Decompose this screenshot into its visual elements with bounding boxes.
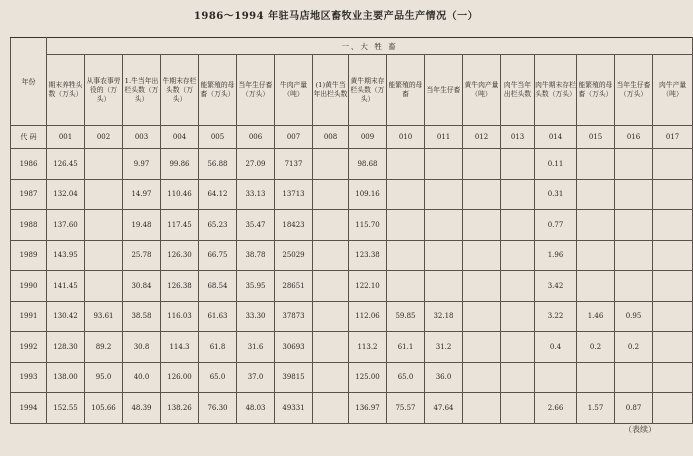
value-cell <box>463 210 501 241</box>
value-cell <box>615 271 653 302</box>
value-cell: 9.97 <box>123 149 161 180</box>
value-cell: 18423 <box>275 210 313 241</box>
value-cell <box>463 393 501 424</box>
col-header-11: 当年生仔畜 <box>425 55 463 126</box>
value-cell: 13713 <box>275 179 313 210</box>
value-cell: 65.23 <box>199 210 237 241</box>
code-cell: 011 <box>425 126 463 149</box>
value-cell <box>653 149 693 180</box>
value-cell: 7137 <box>275 149 313 180</box>
table-row <box>11 271 693 302</box>
col-header-13: 肉牛当年出栏头数 <box>501 55 535 126</box>
value-cell <box>501 179 535 210</box>
value-cell: 98.68 <box>349 149 387 180</box>
value-cell: 128.30 <box>47 332 85 363</box>
value-cell: 75.57 <box>387 393 425 424</box>
col-header-15: 能繁殖的母畜（万头） <box>577 55 615 126</box>
value-cell <box>463 240 501 271</box>
table-row <box>11 240 693 271</box>
code-cell: 006 <box>237 126 275 149</box>
value-cell: 141.45 <box>47 271 85 302</box>
value-cell <box>577 240 615 271</box>
section-header: 一、大 牲 畜 <box>47 38 693 55</box>
value-cell <box>501 393 535 424</box>
value-cell <box>313 393 349 424</box>
col-header-10: 能繁殖的母畜 <box>387 55 425 126</box>
value-cell: 31.6 <box>237 332 275 363</box>
value-cell <box>85 149 123 180</box>
value-cell <box>653 362 693 393</box>
col-header-5: 能繁殖的母畜（万头） <box>199 55 237 126</box>
year-cell: 1989 <box>11 240 47 271</box>
value-cell <box>425 240 463 271</box>
value-cell: 112.06 <box>349 301 387 332</box>
value-cell: 2.66 <box>535 393 577 424</box>
value-cell: 25.78 <box>123 240 161 271</box>
value-cell: 32.18 <box>425 301 463 332</box>
value-cell: 61.63 <box>199 301 237 332</box>
value-cell <box>501 362 535 393</box>
col-header-2: 从事农事劳役的（万头） <box>85 55 123 126</box>
value-cell: 3.22 <box>535 301 577 332</box>
value-cell: 48.39 <box>123 393 161 424</box>
value-cell: 138.00 <box>47 362 85 393</box>
col-header-7: 牛肉产量（吨） <box>275 55 313 126</box>
table-row <box>11 393 693 424</box>
year-cell: 1986 <box>11 149 47 180</box>
col-header-1: 期末养牲头数（万头） <box>47 55 85 126</box>
value-cell: 114.3 <box>161 332 199 363</box>
value-cell: 0.77 <box>535 210 577 241</box>
value-cell: 138.26 <box>161 393 199 424</box>
code-cell: 009 <box>349 126 387 149</box>
value-cell <box>463 362 501 393</box>
value-cell: 126.45 <box>47 149 85 180</box>
value-cell <box>501 210 535 241</box>
code-cell: 007 <box>275 126 313 149</box>
value-cell: 31.2 <box>425 332 463 363</box>
value-cell <box>577 179 615 210</box>
code-label: 代 码 <box>11 126 47 149</box>
value-cell <box>313 210 349 241</box>
value-cell <box>615 149 653 180</box>
value-cell <box>463 149 501 180</box>
value-cell: 132.04 <box>47 179 85 210</box>
value-cell: 38.78 <box>237 240 275 271</box>
code-cell: 008 <box>313 126 349 149</box>
year-cell: 1990 <box>11 271 47 302</box>
value-cell: 152.55 <box>47 393 85 424</box>
value-cell: 113.2 <box>349 332 387 363</box>
value-cell <box>387 149 425 180</box>
value-cell <box>653 179 693 210</box>
value-cell: 130.42 <box>47 301 85 332</box>
value-cell <box>425 210 463 241</box>
value-cell <box>653 240 693 271</box>
value-cell: 39815 <box>275 362 313 393</box>
col-header-4: 牛期末存栏头数（万头） <box>161 55 199 126</box>
value-cell <box>85 240 123 271</box>
col-header-3: 1.牛当年出栏头数（万头） <box>123 55 161 126</box>
value-cell: 30.84 <box>123 271 161 302</box>
value-cell <box>313 240 349 271</box>
value-cell: 25029 <box>275 240 313 271</box>
value-cell <box>501 332 535 363</box>
value-cell: 0.4 <box>535 332 577 363</box>
page-title: 1986～1994 年驻马店地区畜牧业主要产品生产情况（一） <box>193 11 479 22</box>
col-header-12: 黄牛肉产量（吨） <box>463 55 501 126</box>
value-cell <box>653 210 693 241</box>
value-cell: 125.00 <box>349 362 387 393</box>
value-cell: 61.1 <box>387 332 425 363</box>
value-cell: 136.97 <box>349 393 387 424</box>
value-cell: 89.2 <box>85 332 123 363</box>
col-header-6: 当年生仔畜（万头） <box>237 55 275 126</box>
code-cell: 005 <box>199 126 237 149</box>
code-cell: 010 <box>387 126 425 149</box>
value-cell: 110.46 <box>161 179 199 210</box>
code-cell: 004 <box>161 126 199 149</box>
code-row <box>11 126 693 149</box>
value-cell: 99.86 <box>161 149 199 180</box>
value-cell: 33.13 <box>237 179 275 210</box>
value-cell <box>387 179 425 210</box>
value-cell <box>615 210 653 241</box>
value-cell <box>387 240 425 271</box>
value-cell: 37873 <box>275 301 313 332</box>
value-cell: 126.00 <box>161 362 199 393</box>
value-cell: 61.8 <box>199 332 237 363</box>
value-cell: 14.97 <box>123 179 161 210</box>
value-cell <box>501 149 535 180</box>
value-cell: 56.88 <box>199 149 237 180</box>
value-cell <box>85 210 123 241</box>
value-cell: 115.70 <box>349 210 387 241</box>
value-cell <box>313 362 349 393</box>
value-cell: 30.8 <box>123 332 161 363</box>
value-cell: 0.95 <box>615 301 653 332</box>
value-cell: 1.46 <box>577 301 615 332</box>
value-cell <box>577 362 615 393</box>
value-cell: 35.95 <box>237 271 275 302</box>
value-cell: 27.09 <box>237 149 275 180</box>
col-header-0: 年份 <box>11 38 47 126</box>
table-row <box>11 179 693 210</box>
value-cell: 68.54 <box>199 271 237 302</box>
value-cell: 95.0 <box>85 362 123 393</box>
year-cell: 1992 <box>11 332 47 363</box>
value-cell <box>501 271 535 302</box>
value-cell <box>653 332 693 363</box>
value-cell: 48.03 <box>237 393 275 424</box>
value-cell <box>313 149 349 180</box>
table-row <box>11 362 693 393</box>
value-cell <box>501 301 535 332</box>
value-cell: 37.0 <box>237 362 275 393</box>
value-cell <box>615 179 653 210</box>
value-cell: 0.2 <box>615 332 653 363</box>
value-cell <box>615 362 653 393</box>
value-cell: 40.0 <box>123 362 161 393</box>
value-cell <box>577 210 615 241</box>
code-cell: 017 <box>653 126 693 149</box>
value-cell: 47.64 <box>425 393 463 424</box>
value-cell <box>535 362 577 393</box>
value-cell <box>463 179 501 210</box>
value-cell <box>313 179 349 210</box>
value-cell <box>425 271 463 302</box>
value-cell <box>653 271 693 302</box>
col-header-14: 肉牛期末存栏头数（万头） <box>535 55 577 126</box>
value-cell: 126.38 <box>161 271 199 302</box>
value-cell: 0.2 <box>577 332 615 363</box>
value-cell <box>313 271 349 302</box>
footer-note: （表续） <box>624 425 656 434</box>
value-cell: 116.03 <box>161 301 199 332</box>
value-cell: 1.96 <box>535 240 577 271</box>
col-header-17: 肉牛产量（吨） <box>653 55 693 126</box>
table-row <box>11 332 693 363</box>
value-cell <box>387 271 425 302</box>
value-cell: 1.57 <box>577 393 615 424</box>
code-cell: 003 <box>123 126 161 149</box>
value-cell: 33.30 <box>237 301 275 332</box>
value-cell <box>425 179 463 210</box>
value-cell: 30693 <box>275 332 313 363</box>
value-cell <box>463 301 501 332</box>
col-header-9: 黄牛期末存栏头数（万头） <box>349 55 387 126</box>
col-header-8: (1)黄牛当年出栏头数 <box>313 55 349 126</box>
year-cell: 1991 <box>11 301 47 332</box>
value-cell: 64.12 <box>199 179 237 210</box>
value-cell: 49331 <box>275 393 313 424</box>
value-cell <box>577 271 615 302</box>
code-cell: 002 <box>85 126 123 149</box>
code-cell: 014 <box>535 126 577 149</box>
value-cell: 117.45 <box>161 210 199 241</box>
value-cell <box>313 301 349 332</box>
value-cell: 123.38 <box>349 240 387 271</box>
value-cell <box>313 332 349 363</box>
value-cell: 105.66 <box>85 393 123 424</box>
year-cell: 1994 <box>11 393 47 424</box>
value-cell <box>387 210 425 241</box>
value-cell: 109.16 <box>349 179 387 210</box>
value-cell <box>85 179 123 210</box>
year-cell: 1988 <box>11 210 47 241</box>
value-cell <box>425 149 463 180</box>
value-cell: 66.75 <box>199 240 237 271</box>
value-cell <box>85 271 123 302</box>
value-cell: 137.60 <box>47 210 85 241</box>
value-cell: 28651 <box>275 271 313 302</box>
livestock-table <box>10 37 693 424</box>
value-cell: 0.11 <box>535 149 577 180</box>
value-cell: 76.30 <box>199 393 237 424</box>
code-cell: 015 <box>577 126 615 149</box>
value-cell: 143.95 <box>47 240 85 271</box>
year-cell: 1993 <box>11 362 47 393</box>
code-cell: 012 <box>463 126 501 149</box>
value-cell <box>501 240 535 271</box>
value-cell <box>577 149 615 180</box>
code-cell: 016 <box>615 126 653 149</box>
value-cell: 65.0 <box>199 362 237 393</box>
value-cell: 35.47 <box>237 210 275 241</box>
value-cell: 122.10 <box>349 271 387 302</box>
value-cell <box>615 240 653 271</box>
code-cell: 013 <box>501 126 535 149</box>
value-cell: 65.0 <box>387 362 425 393</box>
value-cell <box>653 301 693 332</box>
value-cell: 38.58 <box>123 301 161 332</box>
data-rows <box>11 149 693 424</box>
value-cell: 36.0 <box>425 362 463 393</box>
value-cell <box>653 393 693 424</box>
value-cell: 93.61 <box>85 301 123 332</box>
value-cell: 0.87 <box>615 393 653 424</box>
col-header-16: 当年生仔畜（万头） <box>615 55 653 126</box>
value-cell <box>463 332 501 363</box>
table-row <box>11 301 693 332</box>
table-row <box>11 149 693 180</box>
year-cell: 1987 <box>11 179 47 210</box>
value-cell: 0.31 <box>535 179 577 210</box>
value-cell: 126.30 <box>161 240 199 271</box>
value-cell <box>463 271 501 302</box>
table-row <box>11 210 693 241</box>
value-cell: 3.42 <box>535 271 577 302</box>
value-cell: 59.85 <box>387 301 425 332</box>
value-cell: 19.48 <box>123 210 161 241</box>
code-cell: 001 <box>47 126 85 149</box>
